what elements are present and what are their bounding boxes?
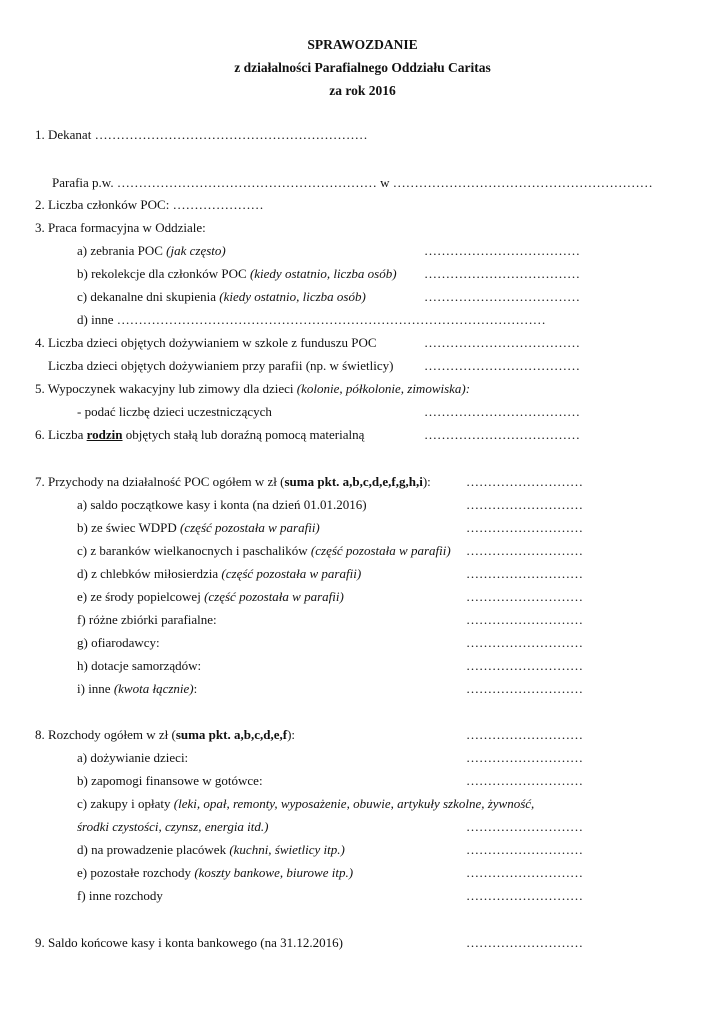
members-line xyxy=(35,197,264,213)
parish-meals-label: Liczba dzieci objętych dożywianiem przy parafii (np. w świetlicy) xyxy=(48,358,394,373)
income-e-field[interactable]: ……………………… xyxy=(466,589,583,604)
income-i-field[interactable]: ……………………… xyxy=(466,681,583,696)
expenses-b-field[interactable]: ……………………… xyxy=(466,773,583,788)
formation-item-a: a) zebrania POC (jak często) xyxy=(77,243,226,258)
formation-item-c: c) dekanalne dni skupienia (kiedy ostatnio, liczba osób) xyxy=(77,289,366,304)
members-label: 2. Liczba członków POC: xyxy=(35,197,173,212)
deanery-field[interactable]: ……………………………………………………… xyxy=(94,127,368,142)
expenses-item-d: d) na prowadzenie placówek (kuchni, świetlicy itp.) xyxy=(77,842,345,857)
income-item-b: b) ze świec WDPD (część pozostała w parafii) xyxy=(77,520,320,535)
formation-d-field[interactable]: ……………………………………………………………………………………… xyxy=(116,312,546,327)
closing-balance-field[interactable]: ……………………… xyxy=(466,935,583,950)
expenses-item-b: b) zapomogi finansowe w gotówce: xyxy=(77,773,263,788)
income-heading: 7. Przychody na działalność POC ogółem w zł (suma pkt. a,b,c,d,e,f,g,h,i): xyxy=(35,474,431,489)
expenses-d-field[interactable]: ……………………… xyxy=(466,842,583,857)
parish-w-label: w xyxy=(376,175,393,190)
formation-b-field[interactable]: ……………………………… xyxy=(424,266,580,281)
school-meals-label: 4. Liczba dzieci objętych dożywianiem w szkole z funduszu POC xyxy=(35,335,377,350)
income-total-field[interactable]: ……………………… xyxy=(466,474,583,489)
document-subtitle: z działalności Parafialnego Oddziału Caritas xyxy=(234,60,491,75)
vacation-children-field[interactable]: ……………………………… xyxy=(424,404,580,419)
expenses-a-field[interactable]: ……………………… xyxy=(466,750,583,765)
expenses-item-a: a) dożywianie dzieci: xyxy=(77,750,189,765)
income-c-field[interactable]: ……………………… xyxy=(466,543,583,558)
income-item-e: e) ze środy popielcowej (część pozostała w parafii) xyxy=(77,589,344,604)
parish-place-field[interactable]: …………………………………………………… xyxy=(392,175,653,190)
income-f-field[interactable]: ……………………… xyxy=(466,612,583,627)
expenses-f-field[interactable]: ……………………… xyxy=(466,888,583,903)
income-item-h: h) dotacje samorządów: xyxy=(77,658,202,673)
expenses-e-field[interactable]: ……………………… xyxy=(466,865,583,880)
expenses-heading: 8. Rozchody ogółem w zł (suma pkt. a,b,c,d,e,f): xyxy=(35,727,296,742)
vacation-heading: 5. Wypoczynek wakacyjny lub zimowy dla dzieci (kolonie, półkolonie, zimowiska): xyxy=(35,381,471,396)
income-item-g: g) ofiarodawcy: xyxy=(77,635,160,650)
formation-c-field[interactable]: ……………………………… xyxy=(424,289,580,304)
income-h-field[interactable]: ……………………… xyxy=(466,658,583,673)
parish-label: Parafia p.w. xyxy=(52,175,117,190)
formation-a-field[interactable]: ……………………………… xyxy=(424,243,580,258)
income-item-a: a) saldo początkowe kasy i konta (na dzień 01.01.2016) xyxy=(77,497,367,512)
income-item-d: d) z chlebków miłosierdzia (część pozostała w parafii) xyxy=(77,566,362,581)
expenses-c-field[interactable]: ……………………… xyxy=(466,819,583,834)
expenses-item-e: e) pozostałe rozchody (koszty bankowe, biurowe itp.) xyxy=(77,865,354,880)
formation-item-d: d) inne ……………………………………………………………………………………… xyxy=(77,312,546,327)
income-item-c: c) z baranków wielkanocnych i paschalików (część pozostała w parafii) xyxy=(77,543,451,558)
expenses-total-field[interactable]: ……………………… xyxy=(466,727,583,742)
deanery-label: 1. Dekanat xyxy=(35,127,95,142)
income-b-field[interactable]: ……………………… xyxy=(466,520,583,535)
report-year: za rok 2016 xyxy=(329,83,396,98)
parish-line xyxy=(52,175,653,191)
parish-field[interactable]: …………………………………………………… xyxy=(116,175,377,190)
parish-meals-field[interactable]: ……………………………… xyxy=(424,358,580,373)
formation-heading: 3. Praca formacyjna w Oddziale: xyxy=(35,220,206,235)
income-g-field[interactable]: ……………………… xyxy=(466,635,583,650)
document-title: SPRAWOZDANIE xyxy=(307,37,418,52)
income-item-f: f) różne zbiórki parafialne: xyxy=(77,612,217,627)
income-item-i: i) inne (kwota łącznie): xyxy=(77,681,198,696)
vacation-children-label: - podać liczbę dzieci uczestniczących xyxy=(77,404,272,419)
expenses-item-f: f) inne rozchody xyxy=(77,888,163,903)
expenses-item-c: c) zakupy i opłaty (leki, opał, remonty, wyposażenie, obuwie, artykuły szkolne, żywność, xyxy=(77,796,535,811)
families-field[interactable]: ……………………………… xyxy=(424,427,580,442)
income-d-field[interactable]: ……………………… xyxy=(466,566,583,581)
income-a-field[interactable]: ……………………… xyxy=(466,497,583,512)
formation-item-b: b) rekolekcje dla członków POC (kiedy ostatnio, liczba osób) xyxy=(77,266,397,281)
families-label: 6. Liczba rodzin objętych stałą lub doraźną pomocą materialną xyxy=(35,427,365,442)
closing-balance-label: 9. Saldo końcowe kasy i konta bankowego (na 31.12.2016) xyxy=(35,935,343,950)
expenses-item-c-cont: środki czystości, czynsz, energia itd.) xyxy=(77,819,269,834)
deanery-line xyxy=(35,127,368,143)
school-meals-field[interactable]: ……………………………… xyxy=(424,335,580,350)
members-field[interactable]: ………………… xyxy=(172,197,264,212)
